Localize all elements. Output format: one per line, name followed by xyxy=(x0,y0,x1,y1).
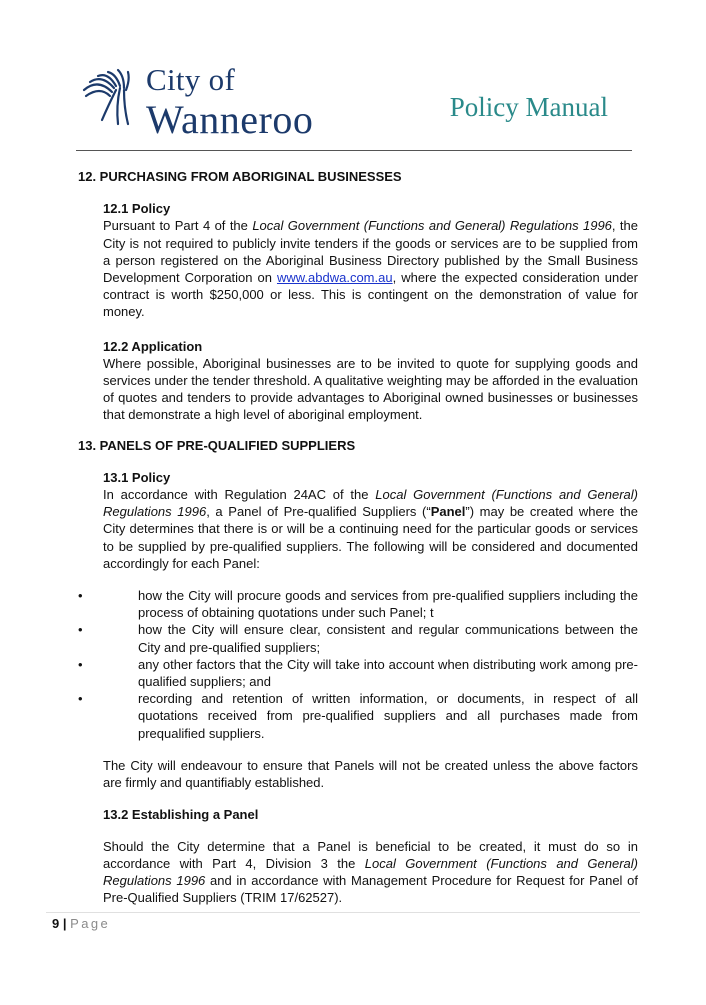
bullet-icon: • xyxy=(78,622,83,638)
footer-divider xyxy=(46,912,640,913)
list-item: • any other factors that the City will take into account when distributing work among pre-qualified suppliers; and xyxy=(78,656,638,690)
section-13-2-heading: 13.2 Establishing a Panel xyxy=(103,807,259,823)
header-divider xyxy=(76,150,632,151)
list-item: • how the City will ensure clear, consistent and regular communications between the City and pre-qualified suppliers; xyxy=(78,622,638,655)
document-body xyxy=(78,168,638,906)
section-13 xyxy=(78,469,638,906)
page-footer xyxy=(52,916,110,931)
document-title: Policy Manual xyxy=(449,92,608,122)
section-13-heading: 13. PANELS OF PRE-QUALIFIED SUPPLIERS xyxy=(78,437,356,453)
page-number: 9 xyxy=(52,916,60,931)
bullet-icon: • xyxy=(78,588,83,604)
city-logo xyxy=(80,62,330,140)
section-12-heading: 12. PURCHASING FROM ABORIGINAL BUSINESSES xyxy=(78,169,402,184)
panel-considerations-list xyxy=(78,587,638,742)
list-item: • how the City will procure goods and services from pre-qualified suppliers including the process of obtaining quotations under such Panel; t xyxy=(78,588,638,621)
section-13-1-paragraph: In accordance with Regulation 24AC of the Local Government (Functions and General) Regulations 1996, a Panel of Pre-qualified Suppliers (“Panel”) may be created where the City determines that there is or will be a continuing need for the particular goods or services to be supplied by pre-qualified suppliers. The following will be considered and documented accordingly for each Panel: xyxy=(103,487,639,571)
page-label: Page xyxy=(70,916,111,931)
section-12 xyxy=(78,200,638,423)
section-13-2-paragraph: Should the City determine that a Panel is beneficial to be created, it must do so in accordance with Part 4, Division 3 the Local Government (Functions and General) Regulations 1996 and in accordance with Management Procedure for Request for Panel of Pre-Qualified Suppliers (TRIM 17/62527). xyxy=(103,838,639,906)
section-12-1-heading: 12.1 Policy xyxy=(103,201,171,217)
bullet-icon: • xyxy=(78,691,83,707)
section-13-1-closing: The City will endeavour to ensure that Panels will not be created unless the above factors are firmly and quantifiably established. xyxy=(103,757,638,791)
logo-text-city: City of xyxy=(146,62,236,97)
logo-text-wanneroo: Wanneroo xyxy=(146,97,314,142)
footer-separator: | xyxy=(62,916,67,931)
list-item: • recording and retention of written information, or documents, in respect of all quotations received from pre-qualified suppliers and all purchases made from prequalified suppliers. xyxy=(78,691,638,741)
plant-emblem-icon xyxy=(80,66,142,126)
section-12-2-heading: 12.2 Application xyxy=(103,338,203,354)
section-12-2-paragraph: Where possible, Aboriginal businesses are to be invited to quote for supplying goods and services under the tender threshold. A qualitative weighting may be afforded in the evaluation of quotes and tenders to provide advantages to Aboriginal owned businesses or businesses that demonstrate a high level of aboriginal employment. xyxy=(103,355,638,423)
section-12-1-paragraph: Pursuant to Part 4 of the Local Government (Functions and General) Regulations 1996, the City is not required to publicly invite tenders if the goods or services are to be supplied from a person registered on the Aboriginal Business Directory published by the Small Business Development Corporation on www.abdwa.com.au, where the expected consideration under contract is worth $250,000 or less. This is contingent on the demonstration of value for money. xyxy=(103,218,638,320)
abdwa-link[interactable]: www.abdwa.com.au xyxy=(276,270,393,286)
bullet-icon: • xyxy=(78,656,83,672)
section-13-1-heading: 13.1 Policy xyxy=(103,469,171,485)
